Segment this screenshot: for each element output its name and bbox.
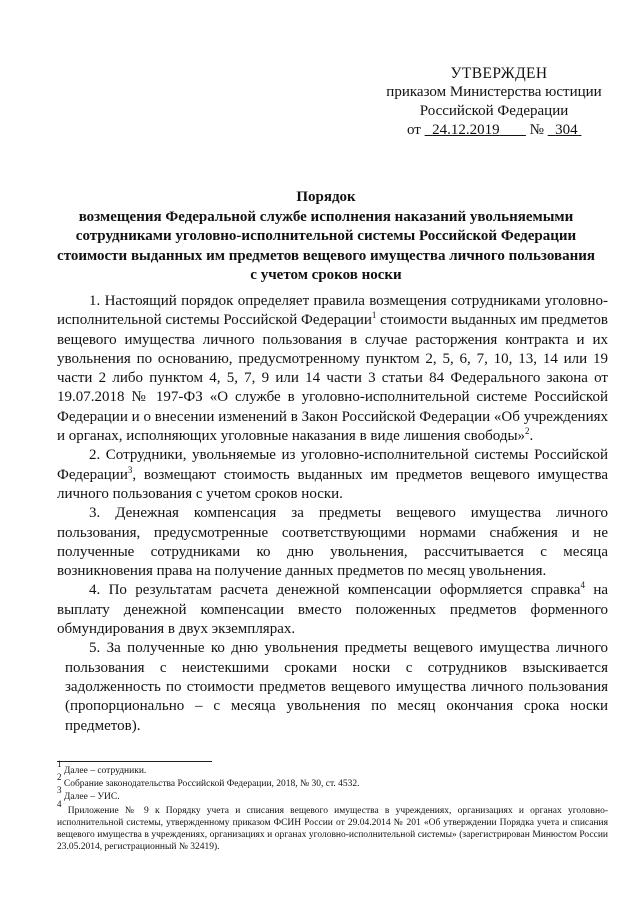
footnote-3: $^3$ Далее – УИС. (57, 785, 120, 803)
approval-heading: УТВЕРЖДЕН (450, 65, 548, 82)
title-line-5: с учетом сроков носки (250, 267, 402, 283)
footnote-4: $^4$ Приложение № 9 к Порядку учета и списания вещевого имущества в учреждениях, организациях и органах уголовно-исполнительной системы, утвержденному приказом ФСИН России от 29.04.2014 № 201 «Об утверждении Порядка учета и списания вещевого имущества в учреждениях, организациях и органах уголовно-исполнительной системы» (зарегистрирован Минюстом России 23.05.2014, регистрационный № 32419). (57, 798, 608, 853)
approval-stamp (384, 64, 604, 140)
number-prefix: № (529, 122, 544, 138)
footnote-2: $^2$ Собрание законодательства Российской Федерации, 2018, № 30, ст. 4532. (57, 772, 360, 790)
approval-number: 304 (555, 122, 578, 138)
document-title (50, 188, 602, 286)
paragraph-4: 4. По результатам расчета денежной компенсации оформляется справка$^4$ на выплату денежной компенсации вместо положенных предметов форменного обмундирования в двух экземплярах. (57, 580, 609, 638)
footnote-ref-2: 2 (525, 426, 530, 437)
title-line-2: возмещения Федеральной службе исполнения наказаний увольняемыми (78, 208, 574, 225)
approval-date: 24.12.2019 (432, 122, 500, 138)
paragraph-5: 5. За полученные ко дню увольнения предметы вещевого имущества личного пользования с неистекшими сроками носки с сотрудников взыскивается задолженность по стоимости предметов вещевого имущества личного пользования (пропорционально – с месяца увольнения по месяц окончания срока носки предметов). (65, 640, 608, 734)
footnote-ref-3: 3 (127, 464, 133, 475)
approval-line-ministry: приказом Министерства юстиции (386, 84, 602, 100)
footnote-1: $^1$ Далее – сотрудники. (57, 759, 147, 776)
title-line-1: Порядок (296, 189, 356, 205)
document-body (57, 292, 608, 736)
footnote-divider (57, 761, 212, 762)
footnote-ref-1: 1 (371, 310, 377, 321)
footnotes (57, 759, 608, 853)
title-line-4: стоимости выданных им предметов вещевого имущества личного пользования (57, 247, 595, 264)
paragraph-1: 1. Настоящий порядок определяет правила возмещения сотрудниками уголовно-исполнительной системы Российской Федерации$^1$ стоимости выданных им предметов вещевого имущества личного пользования в случае расторжения контракта и их увольнения по основанию, предусмотренному пунктом 2, 5, 6, 7, 10, 13, 14 или 19 части 2 либо пунктом 4, 5, 7, 9 или 14 части 3 статьи 84 Федерального закона от 19.07.2018 № 197-ФЗ «О службе в уголовно-исполнительной системе Российской Федерации и о внесении изменений в Закон Российской Федерации «Об учреждениях и органах, исполняющих уголовные наказания в виде лишения свободы»$^2$. (57, 293, 608, 445)
date-prefix: от (407, 122, 421, 138)
paragraph-2: 2. Сотрудники, увольняемые из уголовно-исполнительной системы Российской Федерации$^3$, возмещают стоимость выданных им предметов вещевого имущества личного пользования с учетом сроков носки. (57, 447, 608, 502)
approval-date-number (407, 121, 604, 140)
paragraph-3: 3. Денежная компенсация за предметы вещевого имущества личного пользования, предусмотренные соответствующими нормами снабжения и не полученные сотрудниками ко дню увольнения, рассчитывается с месяца возникновения права на получение данных предметов по месяц увольнения. (57, 505, 608, 580)
footnote-ref-4: 4 (580, 580, 585, 591)
title-line-3: сотрудниками уголовно-исполнительной системы Российской Федерации (75, 228, 577, 244)
approval-line-country: Российской Федерации (419, 103, 569, 119)
